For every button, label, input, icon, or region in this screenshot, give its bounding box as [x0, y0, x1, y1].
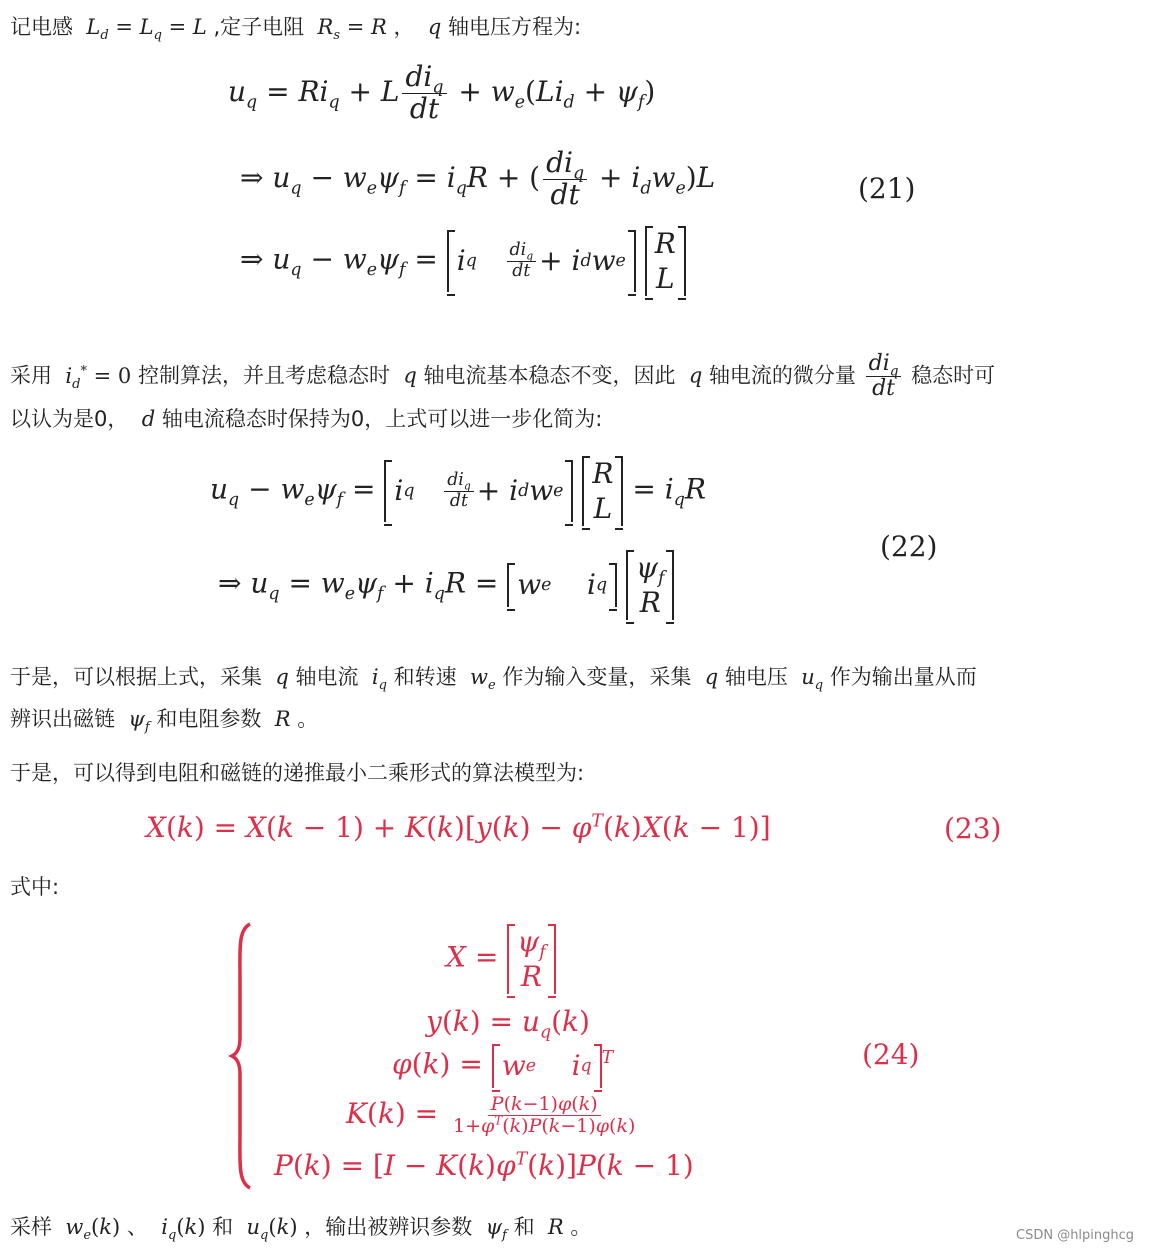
watermark: CSDN @hlpinghcg — [1016, 1228, 1135, 1243]
math-inline: $\psi_f$ — [121, 707, 150, 736]
math-inline: $i_q(k)$ — [154, 1215, 206, 1244]
text: 作为输入变量，采集 — [502, 665, 692, 689]
math-inline: $\psi_f$ — [478, 1215, 507, 1244]
paragraph-rls-intro: 于是，可以得到电阻和磁链的递推最小二乘形式的算法模型为: — [10, 761, 585, 785]
text: 辨识出磁链 — [10, 707, 115, 731]
eq24-K: K(k) = $\frac{P(k-1)\varphi(k)}{1+\varphi^T(k)P(k-1)\varphi(k)}$ — [346, 1093, 636, 1137]
math-inline: $i_d^* = 0$ — [58, 363, 132, 392]
text: 采用 — [10, 363, 52, 388]
text: 轴电压 — [724, 665, 788, 689]
math-inline: q — [268, 665, 296, 689]
math-inline: R — [268, 707, 298, 731]
eq21-number: (21) — [858, 172, 916, 205]
math-inline: q — [682, 363, 709, 388]
eq22-number: (22) — [880, 530, 938, 563]
paragraph-where: 式中: — [10, 875, 60, 899]
paragraph-inductance — [10, 12, 581, 42]
text: 控制算法，并且考虑稳态时 — [137, 363, 390, 388]
text: 于是，可以根据上式，采集 — [10, 665, 262, 689]
paragraph-sampling — [10, 1212, 591, 1242]
math-inline: $w_e(k)$ — [58, 1215, 121, 1244]
text: 和电阻参数 — [156, 707, 262, 731]
text: 采样 — [10, 1215, 52, 1239]
eq24-P: $P(k) = [I - K(k)\varphi^T(k)]P(k - 1)$ — [274, 1149, 694, 1182]
eq24-X: X = $\psi_f$ R — [446, 924, 556, 994]
math-inline: $L_d = L_q = L$ — [79, 15, 214, 44]
text: 以认为是0， — [10, 407, 129, 431]
math-inline: q — [421, 15, 448, 39]
paragraph-inputs-2 — [10, 704, 318, 734]
math-inline: d — [135, 407, 162, 431]
eq24-y: $y(k) = u_q(k)$ — [426, 1005, 590, 1043]
text: ,定子电阻 — [213, 15, 305, 39]
text: 和 — [513, 1215, 535, 1239]
eq23: $X(k) = X(k - 1) + K(k)[y(k) - \varphi^T(k)X(k - 1)]$ — [146, 811, 771, 844]
text: 轴电流基本稳态不变，因此 — [423, 363, 676, 388]
eq21-line1: $u_q = Ri_q + L$ $\frac{di_q}{dt}$ + $w_e(Li_d + \psi_f)$ — [228, 60, 656, 125]
text: 和 — [212, 1215, 234, 1239]
paragraph-steady-state — [10, 352, 995, 401]
math-inline: q — [698, 665, 725, 689]
math-inline: $w_e$ — [463, 665, 496, 694]
math-frac: $\frac{di_q}{dt}$ — [866, 352, 902, 401]
text: 轴电流稳态时保持为0，上式可以进一步化简为: — [161, 407, 603, 431]
text: 记电感 — [10, 15, 73, 39]
math-inline: $u_q(k)$ — [239, 1215, 298, 1244]
eq23-number: (23) — [944, 812, 1002, 845]
text: 。 — [297, 707, 319, 731]
text: 轴电流的微分量 — [708, 363, 856, 388]
text: ， — [393, 15, 415, 39]
text: ，输出被辨识参数 — [304, 1215, 473, 1239]
text: 。 — [570, 1215, 592, 1239]
eq24-phi: φ(k) = w e i q $^T$ — [392, 1044, 613, 1088]
eq24-number: (24) — [862, 1038, 920, 1071]
eq22-line2: ⇒ $u_q = w_e\psi_f + i_qR = w$ e i q $\psi_f$ R — [218, 550, 674, 620]
text: 稳态时可 — [911, 363, 996, 388]
math-inline: q — [396, 363, 424, 388]
text: 和转速 — [393, 665, 457, 689]
text: 轴电压方程为: — [447, 15, 582, 39]
math-inline: $i_q$ — [365, 665, 387, 694]
math-inline: R — [541, 1215, 571, 1239]
left-brace-icon — [228, 920, 258, 1192]
eq22-line1: $u_q - w_e\psi_f = i$ q $\frac{di_q}{dt}$ + i d w e R L = $i_qR$ — [210, 457, 706, 525]
text: 作为输出量从而 — [829, 665, 977, 689]
math-inline: $R_s = R$ — [310, 15, 394, 44]
text: 、 — [126, 1215, 148, 1239]
math-inline: $u_q$ — [794, 665, 824, 694]
text: 轴电流 — [295, 665, 359, 689]
eq21-line3: ⇒ $u_q - w_e\psi_f = i$ q $\frac{di_q}{dt}$ + i d w e R L — [240, 226, 686, 296]
paragraph-inputs — [10, 662, 977, 692]
paragraph-steady-state-2 — [10, 404, 602, 434]
eq21-line2: ⇒ $u_q - w_e\psi_f = i_qR$ + ( $\frac{di_q}{dt}$ + $i_dw_e)L$ — [240, 146, 716, 211]
